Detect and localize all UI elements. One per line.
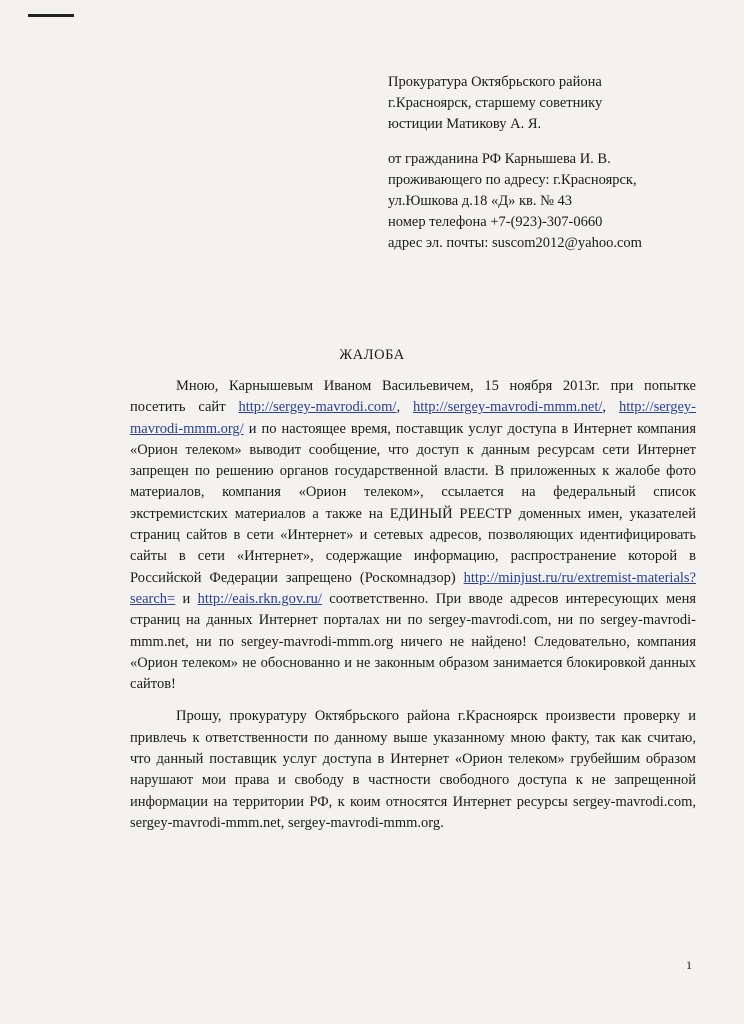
sender-line: ул.Юшкова д.18 «Д» кв. № 43 [388, 193, 573, 209]
paragraph-1: Мною, Карнышевым Иваном Васильевичем, 15 ноября 2013г. при попытке посетить сайт http://sergey-mavrodi.com/, http://sergey-mavrodi-mmm.net/, http://sergey-mavrodi-mmm.org/ и по настоящее время, поставщик услуг доступа в Интернет компания «Орион телеком» выводит сообщение, что доступ к данным ресурсам сети Интернет запрещен по решению органов государственной власти. В приложенных к жалобе фото материалов, компания «Орион телеком», ссылается на федеральный список экстремистских материалов а также на ЕДИНЫЙ РЕЕСТР доменных имен, указателей страниц сайтов в сети «Интернет» и сетевых адресов, позволяющих идентифицировать сайты в сети «Интернет», содержащие информацию, распространение которой в Российской Федерации запрещено (Роскомнадзор) http://minjust.ru/ru/extremist-materials?search= и http://eais.rkn.gov.ru/ соответственно. При вводе адресов интересующих меня страниц на данных Интернет порталах ни по sergey-mavrodi.com, ни по sergey-mavrodi-mmm.net, ни по sergey-mavrodi-mmm.org ничего не найдено! Следовательно, компания «Орион телеком» не обоснованно и не законным образом занимается блокировкой данных сайтов! [130, 378, 697, 693]
link-rkn[interactable]: http://eais.rkn.gov.ru/ [197, 590, 322, 607]
link-mavrodi-com[interactable]: http://sergey-mavrodi.com/ [238, 399, 397, 416]
recipient-line: г.Красноярск, старшему советнику [388, 95, 603, 111]
sender-line: проживающего по адресу: г.Красноярск, [388, 172, 637, 188]
link-mavrodi-mmm-net[interactable]: http://sergey-mavrodi-mmm.net/ [413, 399, 603, 416]
page-number: 1 [686, 958, 692, 972]
recipient-block [388, 72, 708, 254]
sender-line: номер телефона +7-(923)-307-0660 [388, 214, 603, 230]
complaint-body [130, 376, 696, 834]
sender-line: от гражданина РФ Карнышева И. В. [388, 151, 611, 167]
document-title: ЖАЛОБА [339, 347, 405, 363]
sender-line: адрес эл. почты: suscom2012@yahoo.com [388, 235, 642, 251]
recipient-line: Прокуратура Октябрьского района [388, 74, 602, 90]
scan-edge-mark [28, 14, 74, 17]
link-minjust[interactable]: http://minjust.ru/ru/extremist-materials?search= [130, 569, 696, 607]
recipient-line: юстиции Матикову А. Я. [388, 116, 542, 132]
paragraph-2: Прошу, прокуратуру Октябрьского района г.Красноярск произвести проверку и привлечь к ответственности по данному выше указанному мною факту, так как считаю, что данный поставщик услуг доступа в Интернет «Орион телеком» грубейшим образом нарушают мои права и свободу в частности свободного доступа к не запрещенной информации на территории РФ, к коим относятся Интернет ресурсы sergey-mavrodi.com, sergey-mavrodi-mmm.net, sergey-mavrodi-mmm.org. [130, 708, 696, 831]
link-mavrodi-mmm-org[interactable]: http://sergey-mavrodi-mmm.org/ [130, 399, 697, 437]
